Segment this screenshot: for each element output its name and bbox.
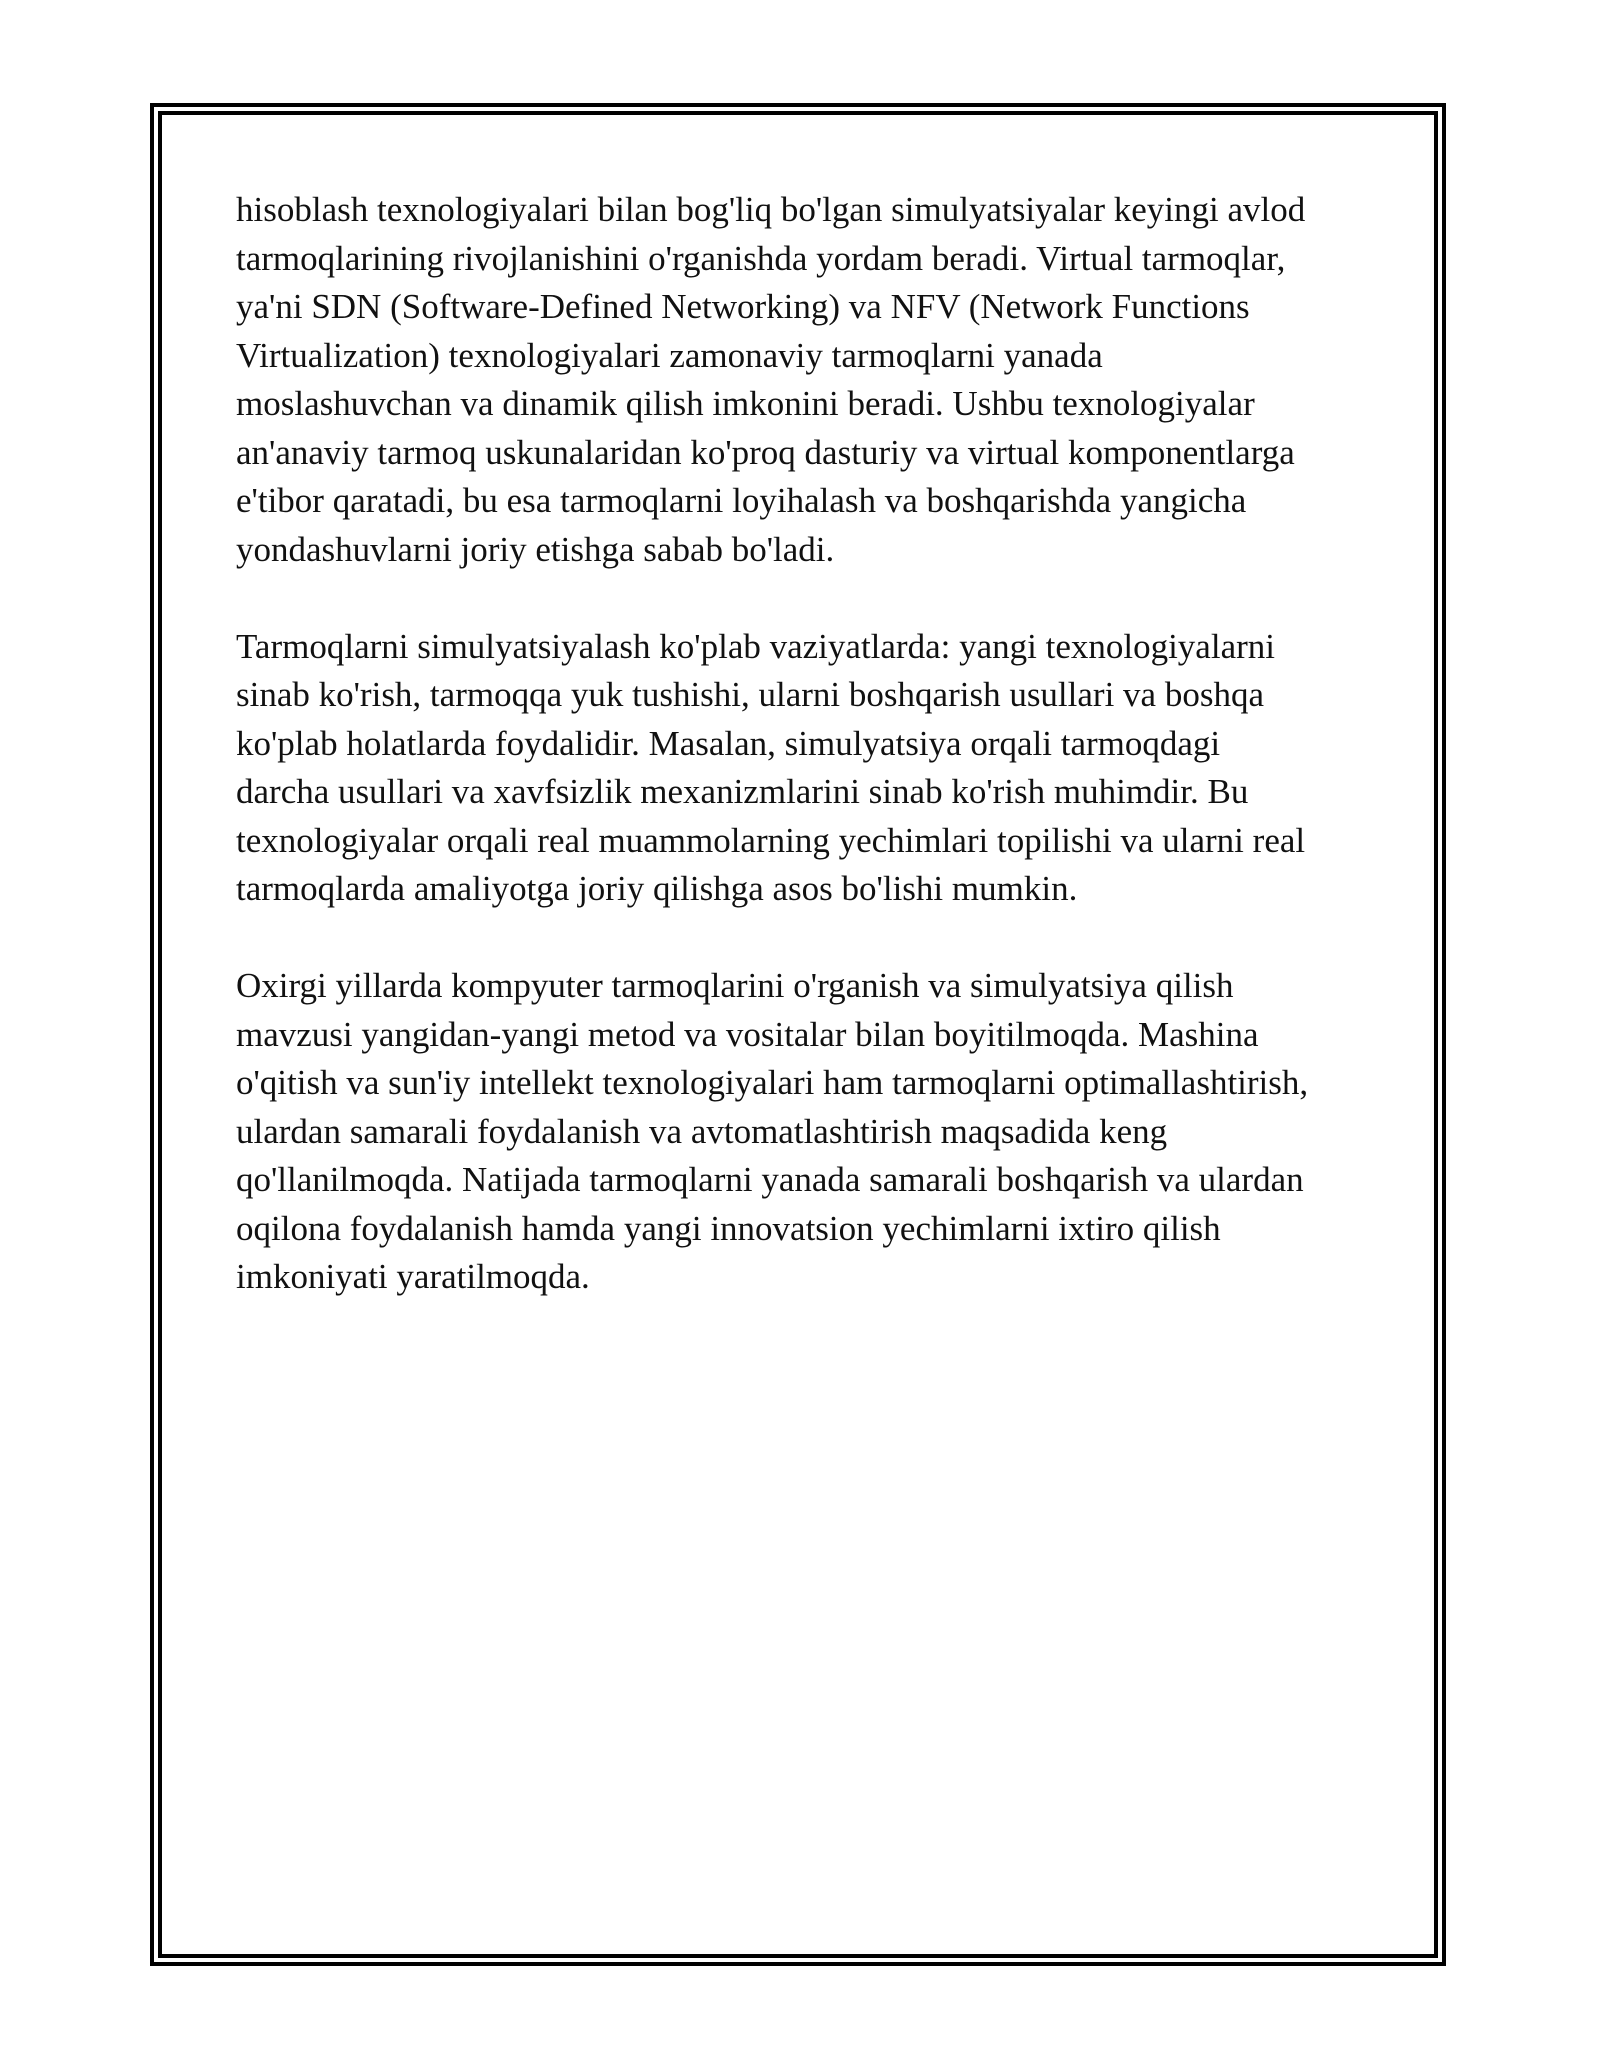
text-line: yondashuvlarni joriy etishga sabab bo'ladi. (236, 529, 835, 569)
text-line: qo'llanilmoqda. Natijada tarmoqlarni yanada samarali boshqarish va ulardan (236, 1160, 1304, 1199)
paragraph-3 (236, 962, 1376, 1302)
text-line: Oxirgi yillarda kompyuter tarmoqlarini o'rganish va simulyatsiya qilish (236, 966, 1234, 1005)
text-line: moslashuvchan va dinamik qilish imkonini beradi. Ushbu texnologiyalar (236, 384, 1255, 423)
text-line: mavzusi yangidan-yangi metod va vositalar bilan boyitilmoqda. Mashina (236, 1014, 1259, 1054)
text-line: ko'plab holatlarda foydalidir. Masalan, simulyatsiya orqali tarmoqdagi (236, 723, 1221, 763)
text-line: texnologiyalar orqali real muammolarning yechimlari topilishi va ularni real (236, 820, 1306, 860)
text-line: imkoniyati yaratilmoqda. (236, 1257, 590, 1296)
text-line: sinab ko'rish, tarmoqqa yuk tushishi, ularni boshqarish usullari va boshqa (236, 675, 1264, 714)
text-line: ulardan samarali foydalanish va avtomatlashtirish maqsadida keng (236, 1111, 1168, 1151)
document-body (236, 186, 1376, 1350)
text-line: an'anaviy tarmoq uskunalaridan ko'proq dasturiy va virtual komponentlarga (236, 432, 1295, 472)
paragraph-2 (236, 623, 1376, 914)
text-line: e'tibor qaratadi, bu esa tarmoqlarni loyihalash va boshqarishda yangicha (236, 481, 1247, 520)
text-line: Virtualization) texnologiyalari zamonaviy tarmoqlarni yanada (236, 335, 1103, 375)
text-line: darcha usullari va xavfsizlik mexanizmlarini sinab ko'rish muhimdir. Bu (236, 772, 1249, 811)
text-line: tarmoqlarining rivojlanishini o'rganishda yordam beradi. Virtual tarmoqlar, (236, 238, 1286, 278)
text-line: tarmoqlarda amaliyotga joriy qilishga asos bo'lishi mumkin. (236, 869, 1078, 908)
text-line: o'qitish va sun'iy intellekt texnologiyalari ham tarmoqlarni optimallashtirish, (236, 1063, 1309, 1102)
paragraph-1 (236, 186, 1376, 574)
text-line: ya'ni SDN (Software-Defined Networking) va NFV (Network Functions (236, 287, 1250, 326)
text-line: hisoblash texnologiyalari bilan bog'liq bo'lgan simulyatsiyalar keyingi avlod (236, 190, 1306, 229)
text-line: Tarmoqlarni simulyatsiyalash ko'plab vaziyatlarda: yangi texnologiyalarni (236, 626, 1275, 666)
text-line: oqilona foydalanish hamda yangi innovatsion yechimlarni ixtiro qilish (236, 1208, 1221, 1248)
